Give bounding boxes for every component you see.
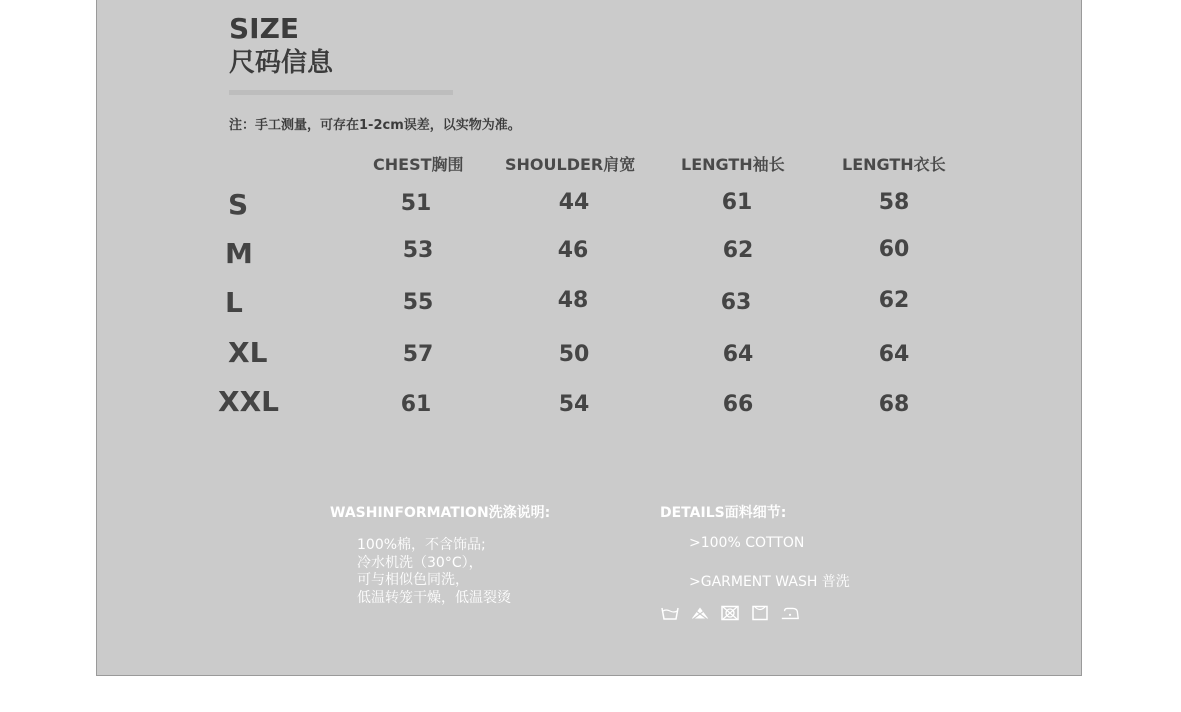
- wash-info-title: WASHINFORMATION洗涤说明:: [330, 505, 551, 521]
- cell-xxl-shoulder: 54: [558, 392, 590, 417]
- hang-dry-icon: [750, 604, 770, 622]
- cell-xxl-sleeve: 66: [722, 392, 754, 417]
- wash-line: 冷水机洗（30°C），: [357, 554, 483, 571]
- tumble-dry-icon: [720, 604, 740, 622]
- wash-line: 可与相似色同洗，: [357, 572, 469, 588]
- cell-xl-chest: 57: [402, 342, 434, 367]
- size-label-xl: XL: [228, 336, 268, 369]
- col-header-chest: CHEST胸围: [373, 155, 464, 174]
- size-label-l: L: [225, 286, 243, 319]
- size-label-m: M: [225, 237, 253, 270]
- wash-line: 低温转笼干燥，低温裂烫: [357, 589, 511, 606]
- detail-cotton: >100% COTTON: [689, 535, 805, 551]
- wash-line: 100%棉，不含饰品;: [357, 537, 486, 553]
- details-title: DETAILS面料细节:: [660, 505, 787, 521]
- cell-m-shoulder: 46: [557, 238, 589, 263]
- col-header-body-length: LENGTH衣长: [842, 155, 946, 174]
- cell-m-sleeve: 62: [722, 238, 754, 263]
- iron-low-icon: [780, 604, 800, 622]
- wash-info-list: [357, 537, 511, 607]
- cell-l-length: 62: [878, 288, 910, 313]
- divider: [229, 90, 453, 95]
- cell-s-chest: 51: [400, 191, 432, 216]
- detail-garment-wash: >GARMENT WASH 普洗: [689, 574, 850, 590]
- cell-s-shoulder: 44: [558, 190, 590, 215]
- size-label-s: S: [228, 188, 249, 221]
- cell-l-chest: 55: [402, 290, 434, 315]
- cell-xxl-chest: 61: [400, 392, 432, 417]
- col-header-sleeve-length: LENGTH袖长: [681, 155, 785, 174]
- col-header-shoulder: SHOULDER肩宽: [505, 155, 636, 174]
- cell-s-length: 58: [878, 190, 910, 215]
- cell-xxl-length: 68: [878, 392, 910, 417]
- cell-l-sleeve: 63: [720, 290, 752, 315]
- wash-30-icon: [660, 604, 680, 622]
- cell-s-sleeve: 61: [721, 190, 753, 215]
- cell-l-shoulder: 48: [557, 288, 589, 313]
- cell-xl-length: 64: [878, 342, 910, 367]
- title-en: SIZE: [229, 12, 300, 45]
- size-info-panel: [96, 0, 1082, 676]
- no-bleach-icon: [690, 604, 710, 622]
- size-label-xxl: XXL: [218, 385, 280, 418]
- measurement-note: 注：手工测量，可存在1-2cm误差，以实物为准。: [229, 118, 521, 133]
- cell-xl-shoulder: 50: [558, 342, 590, 367]
- care-icons: [660, 604, 800, 622]
- title-cn: 尺码信息: [229, 48, 334, 78]
- cell-m-length: 60: [878, 237, 910, 262]
- cell-m-chest: 53: [402, 238, 434, 263]
- cell-xl-sleeve: 64: [722, 342, 754, 367]
